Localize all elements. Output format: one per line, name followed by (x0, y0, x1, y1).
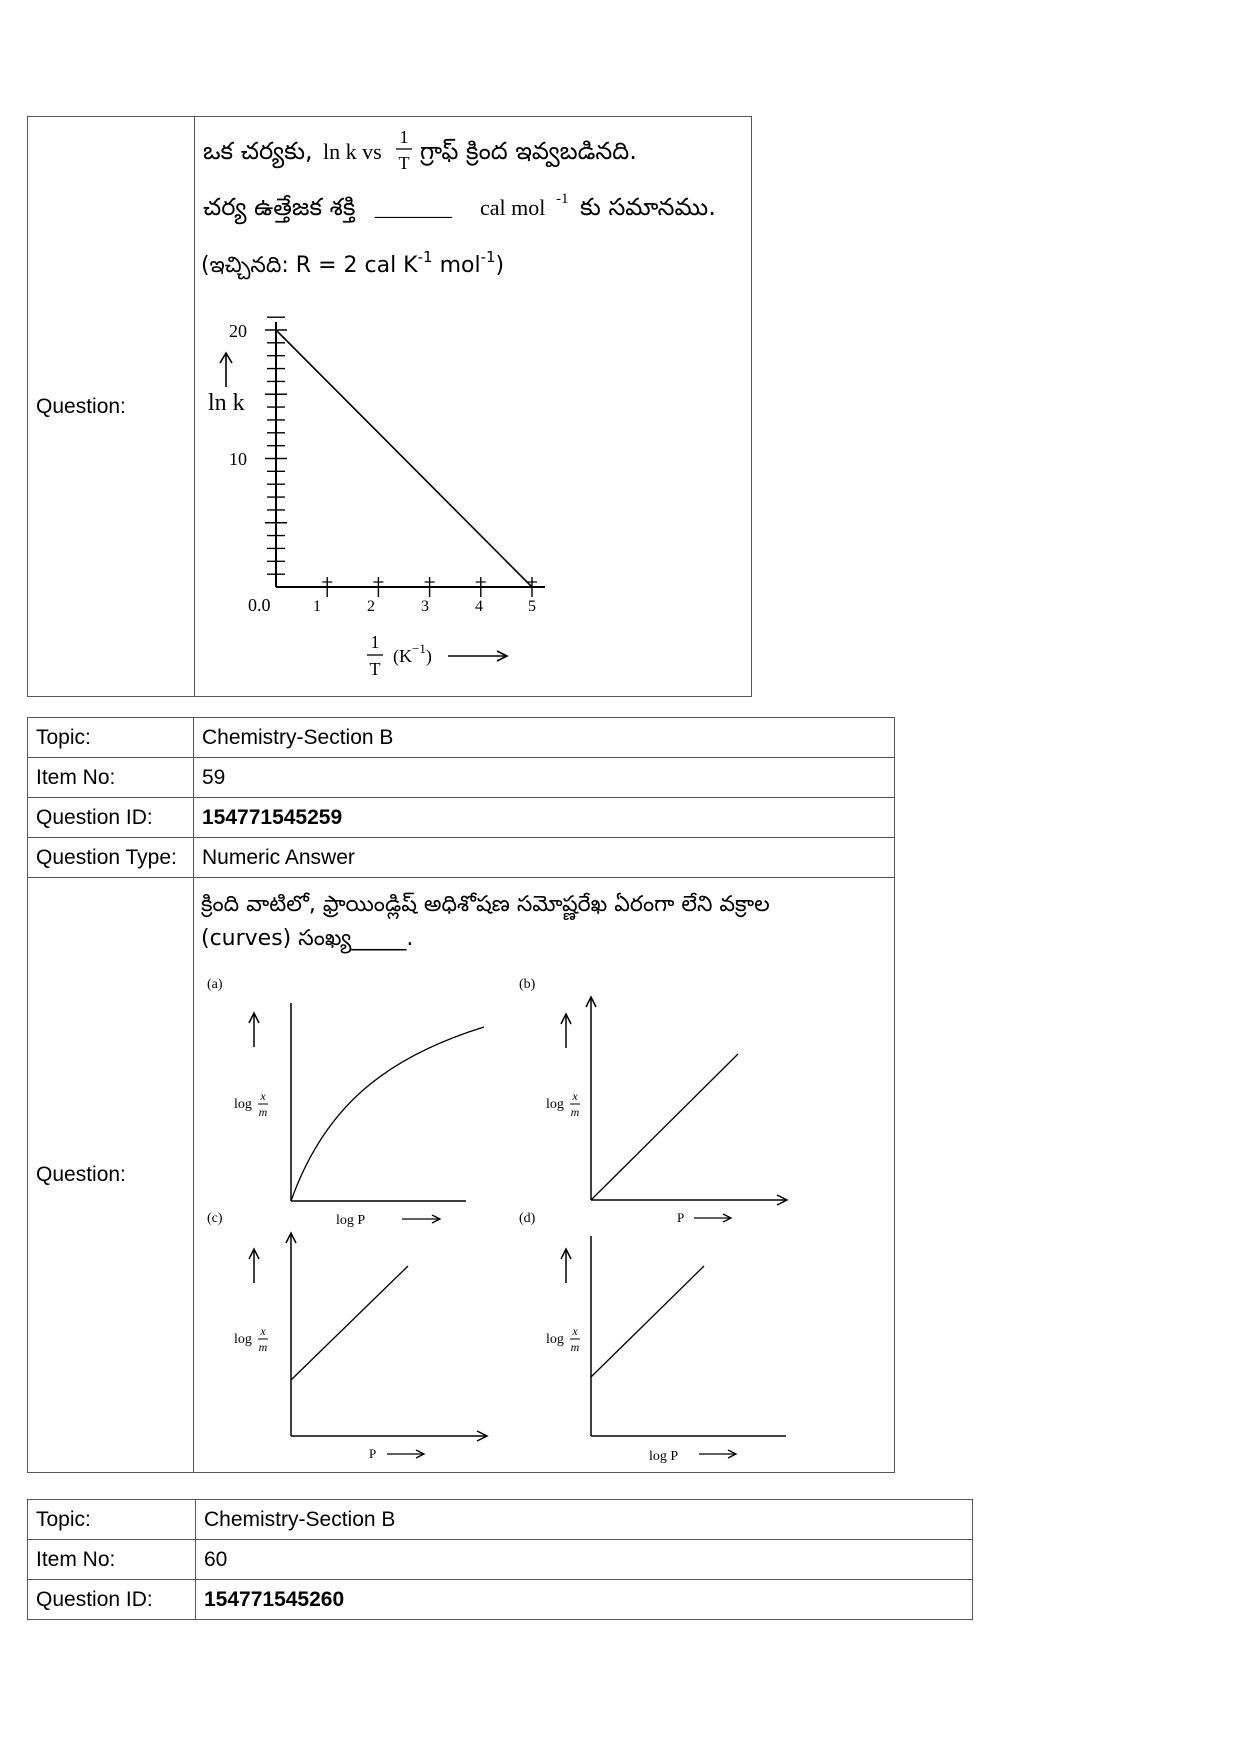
q58-line1-frac-den: T (398, 153, 410, 173)
panel-c-ylabel: log (234, 1332, 252, 1347)
question-59-svg (194, 878, 894, 1466)
item-59-table (27, 717, 895, 1473)
question-id-label: Question ID: (28, 1580, 196, 1620)
y-tick-label-10: 10 (229, 449, 247, 469)
data-line (276, 330, 532, 587)
question-58-content (195, 117, 752, 697)
topic-label: Topic: (28, 718, 194, 758)
x-label-frac-den: T (369, 659, 381, 679)
question-type-value: Numeric Answer (194, 838, 895, 878)
x-tick-label-origin: 0.0 (248, 595, 271, 615)
q58-line2-blank: _______ (375, 195, 452, 220)
panel-b-ylabel: log (546, 1097, 564, 1112)
panel-b-tag: (b) (519, 977, 536, 992)
x-tick-label-4: 4 (475, 598, 483, 615)
panel-d-ylabel: log (546, 1332, 564, 1347)
table-row (28, 758, 895, 798)
y-axis-label: ln k (208, 390, 245, 416)
q58-line2-unit: cal mol (480, 195, 546, 220)
question-59-content (194, 878, 895, 1473)
x-tick-label-3: 3 (421, 598, 429, 615)
panel-b-line (591, 1054, 738, 1200)
panel-a-xlabel: log P (336, 1213, 366, 1228)
panel-c-xlabel: P (369, 1446, 377, 1461)
panel-a-ylabel: log (234, 1097, 252, 1112)
topic-value: Chemistry-Section B (196, 1500, 973, 1540)
q58-line3-a: (ఇచ్చినది: R = 2 cal $K^{-1}$ mol$^{-1}$) (201, 248, 505, 278)
table-row (28, 1540, 973, 1580)
topic-label: Topic: (28, 1500, 196, 1540)
panel-c (207, 1211, 487, 1461)
y-axis-ticks (265, 317, 287, 574)
panel-b (519, 977, 787, 1225)
question-label: Question: (28, 878, 194, 1473)
question-id-label: Question ID: (28, 798, 194, 838)
y-tick-label-20: 20 (229, 321, 247, 341)
panel-d-tag: (d) (519, 1211, 536, 1226)
item-no-label: Item No: (28, 758, 194, 798)
item-no-value: 60 (196, 1540, 973, 1580)
table-row (28, 1580, 973, 1620)
table-row (28, 718, 895, 758)
panel-c-frac-num: x (260, 1324, 266, 1338)
lnk-vs-inverse-t-graph (208, 317, 545, 679)
item-no-value: 59 (194, 758, 895, 798)
panel-d-xlabel: log P (649, 1449, 679, 1464)
table-row (28, 1500, 973, 1540)
panel-a-frac-num: x (260, 1089, 266, 1103)
panel-d-line (591, 1266, 704, 1377)
item-no-label: Item No: (28, 1540, 196, 1580)
panel-d-frac-num: x (572, 1324, 578, 1338)
question-58-table (27, 116, 752, 697)
q58-line2-telugu-c: కు సమానము. (580, 193, 716, 221)
panel-d (519, 1211, 786, 1464)
panel-b-frac-num: x (572, 1089, 578, 1103)
question-58-svg (195, 117, 751, 690)
panel-b-xlabel: P (677, 1210, 685, 1225)
panel-b-frac-den: m (570, 1105, 580, 1119)
q58-line1-telugu-a: ఒక చర్యకు, (203, 137, 313, 165)
panel-a (207, 977, 484, 1228)
panel-c-tag: (c) (207, 1211, 223, 1226)
question-type-label: Question Type: (28, 838, 194, 878)
panel-a-frac-den: m (258, 1105, 268, 1119)
panel-c-frac-den: m (258, 1340, 268, 1354)
q58-line2-sup: -1 (556, 191, 569, 207)
q59-text-line1: క్రింది వాటిలో, ఫ్రాయిండ్లిష్ అధిశోషణ సమోష్ణరేఖ ఏరంగా లేని వక్రాల (201, 892, 770, 917)
table-row (28, 838, 895, 878)
table-row (28, 798, 895, 838)
x-label-frac-num: 1 (370, 632, 380, 652)
x-tick-label-2: 2 (367, 598, 375, 615)
q58-line2-telugu-a: చర్య ఉత్తేజక శక్తి (203, 193, 356, 221)
question-label: Question: (28, 117, 195, 697)
x-tick-label-5: 5 (528, 598, 536, 615)
question-id-value: 154771545260 (196, 1580, 973, 1620)
item-60-table (27, 1499, 973, 1620)
x-tick-label-1: 1 (313, 598, 321, 615)
panel-c-line (291, 1266, 408, 1380)
panel-a-tag: (a) (207, 977, 223, 992)
x-label-unit: $(K^{-1})$ (393, 641, 432, 666)
q59-text-line2: (curves) సంఖ్య_____. (201, 926, 414, 951)
table-row (28, 878, 895, 1473)
q58-line1-frac-num: 1 (399, 127, 409, 147)
question-id-value: 154771545259 (194, 798, 895, 838)
panel-d-frac-den: m (570, 1340, 580, 1354)
panel-a-curve (291, 1027, 484, 1201)
q58-line1-lnk: ln k vs (323, 139, 382, 164)
q58-line1-telugu-c: గ్రాఫ్ క్రింద ఇవ్వబడినది. (420, 137, 637, 165)
topic-value: Chemistry-Section B (194, 718, 895, 758)
